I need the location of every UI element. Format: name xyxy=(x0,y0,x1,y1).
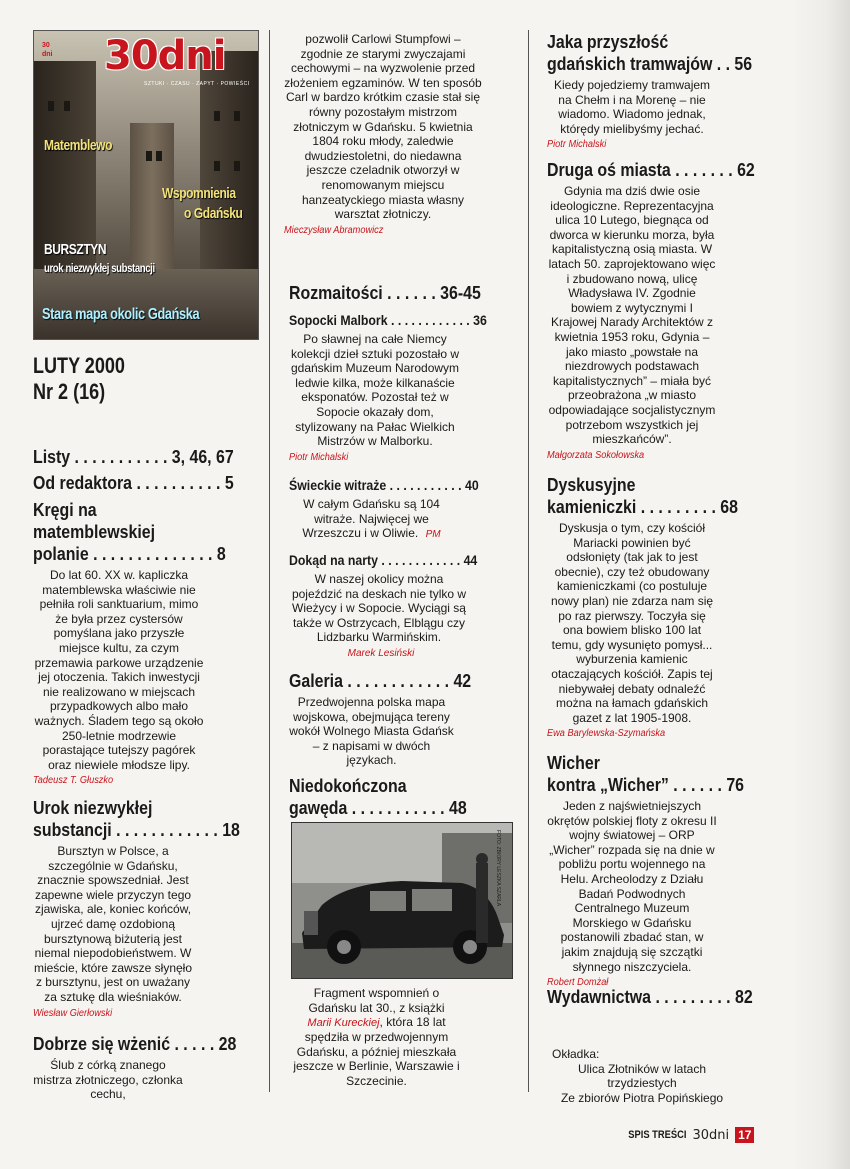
toc-summary: Bursztyn w Polsce, a szczególnie w Gdańsku, znacznie spowszedniał. Jest zapewne wiele przyczyn tego zjawiska, ale, koniec końców, ujrzeć damę ozdobioną bursztynową biżuterią jest niemal niepodobieństwem. W mieście, które zawsze słynęło z bursztynu, jest on uważany za sztukę dla wieśniaków. xyxy=(33,844,193,1004)
paper-showthrough xyxy=(790,0,850,1169)
toc-title: substancji . . . . . . . . . . . . 18 xyxy=(33,819,240,840)
toc-summary xyxy=(289,497,454,541)
toc-summary-text: W całym Gdańsku są 104 witraże. Najwięcej we Wrzeszczu i w Oliwie. xyxy=(302,497,440,541)
column-divider xyxy=(269,30,270,1092)
toc-summary: Po sławnej na całe Niemcy kolekcji dzieł sztuki pozostało w gdańskim Muzeum Narodowym ledwie kilka, może kilkanaście eksponatów. Pozostał też w Sopocie okazały dom, stylizowany na Pałac Wielkich Mistrzów w Malborku. xyxy=(290,332,460,449)
toc-title: Od redaktora . . . . . . . . . . 5 xyxy=(33,472,234,493)
toc-subtitle: Dokąd na narty . . . . . . . . . . . . 44 xyxy=(289,552,478,568)
cover-headline: Wspomnienia xyxy=(162,185,236,202)
cover-tagline: SZTUKI · CZASU · ZAPYT · POWIEŚCI xyxy=(144,81,250,87)
toc-title: Dobrze się wżenić . . . . . 28 xyxy=(33,1033,237,1054)
cover-note-line: Ze zbiorów Piotra Popińskiego xyxy=(560,1090,724,1105)
page-number: 17 xyxy=(735,1127,754,1143)
column-divider xyxy=(528,30,529,1092)
toc-author: Robert Domżał xyxy=(547,977,609,989)
toc-entry[interactable] xyxy=(547,31,787,151)
issue-label xyxy=(33,353,125,405)
toc-entry[interactable] xyxy=(33,797,258,1020)
toc-summary-text: W naszej okolicy można pojeździć na deskach nie tylko w Wieżycy i w Sopocie. Wyciągi są także w Ostrzycach, Elblągu czy Lidzbarku Warmińskim. xyxy=(291,572,467,645)
issue-number: Nr 2 (16) xyxy=(33,379,106,404)
toc-subentry[interactable] xyxy=(289,311,509,464)
toc-title: Rozmaitości . . . . . . 36-45 xyxy=(289,282,481,303)
cover-note xyxy=(547,1047,787,1105)
toc-title: Urok niezwykłej xyxy=(33,797,153,818)
cover-headline: o Gdańsku xyxy=(184,205,243,222)
toc-summary: Jeden z najświetniejszych okrętów polskiej floty z okresu II wojny światowej – ORP „Wicher” rozpada się na dnie w pobliżu portu wojennego na Helu. Archeolodzy z Działu Badań Podwodnych Centralnego Muzeum Morskiego w Gdańsku postanowili zbadać stan, w jakim znajdują się szczątki słynnego niszczyciela. xyxy=(547,799,717,974)
toc-author: Ewa Barylewska-Szymańska xyxy=(547,728,666,740)
toc-author: PM xyxy=(425,529,441,541)
toc-entry[interactable] xyxy=(289,775,509,819)
toc-title: Wydawnictwa . . . . . . . . . 82 xyxy=(547,986,753,1007)
toc-subtitle: Świeckie witraże . . . . . . . . . . . 40 xyxy=(289,477,479,493)
toc-author: Mieczysław Abramowicz xyxy=(284,224,384,236)
toc-entry[interactable] xyxy=(547,752,787,989)
toc-title: gdańskich tramwajów . . 56 xyxy=(547,53,753,74)
toc-title: Kręgi na xyxy=(33,499,97,520)
cover-small-logo: 30 dni xyxy=(42,42,53,58)
cover-headline: Matemblewo xyxy=(44,137,113,154)
page-footer xyxy=(618,1127,754,1143)
vintage-car-illustration xyxy=(292,823,513,979)
caption-part: , która 18 lat spędziła w przedwojennym Gdańsku, a później mieszkała jeszcze w Berlinie, Warszawie i Szczecinie. xyxy=(293,1015,460,1088)
toc-section[interactable] xyxy=(289,282,509,304)
toc-entry[interactable] xyxy=(547,159,787,462)
toc-entry[interactable] xyxy=(289,670,509,768)
photo-caption xyxy=(289,986,464,1089)
toc-entry[interactable] xyxy=(33,1033,258,1102)
cover-headline: urok niezwykłej substancji xyxy=(44,261,155,275)
cover-street xyxy=(34,269,259,339)
cover-image xyxy=(33,30,259,340)
toc-continued xyxy=(284,32,482,237)
toc-summary: Przedwojenna polska mapa wojskowa, obejmująca tereny wokół Wolnego Miasta Gdańsk – z napisami w dwóch językach. xyxy=(289,695,454,768)
toc-entry[interactable] xyxy=(33,499,258,787)
toc-summary: Kiedy pojedziemy tramwajem na Chełm i na Morenę – nie wiadomo. Wiadomo jednak, którędy mielibyśmy jechać. xyxy=(553,78,711,136)
toc-summary: Gdynia ma dziś dwie osie ideologiczne. Reprezentacyjna ulica 10 Lutego, biegnąca od dworca w kierunku morza, była kapitalistyczną osią miasta. W latach 50. zaprojektowano więc i zbudowano nową, ulicę Władysława IV. Zgodnie bowiem z wytycznymi I Krajowej Narady Architektów z kwietnia 1953 roku, Gdynia – jako miasto „powstałe na niezdrowych podstawach kapitalistycznych” – miała być przeobrażona „w miasto odpowiadające socjalistycznym potrzebom wszystkich jej mieszkańców”. xyxy=(548,184,716,447)
toc-title: Jaka przyszłość xyxy=(547,31,669,52)
toc-title: kontra „Wicher” . . . . . . 76 xyxy=(547,774,745,795)
toc-summary xyxy=(289,572,469,660)
toc-entry[interactable] xyxy=(547,986,787,1008)
toc-title: Galeria . . . . . . . . . . . . 42 xyxy=(289,670,472,691)
toc-author: Piotr Michalski xyxy=(289,451,349,463)
toc-author: Piotr Michalski xyxy=(547,139,607,151)
toc-subentry[interactable] xyxy=(289,551,509,660)
toc-subtitle: Sopocki Malbork . . . . . . . . . . . . 36 xyxy=(289,312,487,328)
toc-summary: Do lat 60. XX w. kapliczka matemblewska właściwie nie pełniła roli sanktuarium, mimo że była przez cystersów pomyślana jako przyszłe miejsce kultu, za czym przemawia parkowe urządzenie jej otoczenia. Takich inwestycji nie realizowano w miejscach przypadkowych albo mało ważnych. Śladem tego są około 250-letnie modrzewie porastające tutejszy pagórek oraz niewiele młodsze lipy. xyxy=(34,568,204,772)
issue-month: LUTY 2000 xyxy=(33,353,125,378)
toc-author: Marek Lesiński xyxy=(347,647,415,659)
toc-title: kamieniczki . . . . . . . . . 68 xyxy=(547,496,739,517)
toc-title: Wicher xyxy=(547,752,600,773)
caption-part: Fragment wspomnień o Gdańsku lat 30., z książki xyxy=(308,986,445,1015)
toc-title: Niedokończona xyxy=(289,775,407,796)
toc-title: Dyskusyjne xyxy=(547,474,636,495)
cover-note-line: Ulica Złotników w latach trzydziestych xyxy=(577,1061,707,1091)
toc-entry[interactable] xyxy=(547,474,787,740)
photo-credit: FOTO: ZBIORY LESZKA SZARLA xyxy=(495,830,501,907)
toc-author: Tadeusz T. Głuszko xyxy=(33,775,114,787)
toc-title: Druga oś miasta . . . . . . . 62 xyxy=(547,159,755,180)
toc-summary: pozwolił Carlowi Stumpfowi – zgodnie ze starymi zwyczajami cechowymi – na wyzwolenie przed złożeniem egzaminów. W ten sposób Carl w bardzo krótkim czasie stał się równy pozostałym mistrzom złotniczym w Gdańsku. 5 kwietnia 1804 roku młody, zaledwie dwudziestoletni, do niedawna jeszcze czeladnik otworzył w renomowanym miejscu hanzeatyckiego miasta własny warsztat złotniczy. xyxy=(284,32,482,222)
toc-title: Listy . . . . . . . . . . . 3, 46, 67 xyxy=(33,446,234,467)
toc-entry[interactable] xyxy=(33,472,253,494)
footer-logo: 30dni xyxy=(692,1127,730,1143)
toc-title: polanie . . . . . . . . . . . . . . 8 xyxy=(33,543,226,564)
cover-headline: Stara mapa okolic Gdańska xyxy=(42,306,200,323)
footer-section: SPIS TREŚCI xyxy=(628,1129,687,1141)
caption-text xyxy=(289,986,464,1089)
toc-summary: Ślub z córką znanego mistrza złotniczego, członka cechu, xyxy=(33,1058,183,1102)
toc-entry[interactable] xyxy=(33,446,253,468)
toc-title: matemblewskiej xyxy=(33,521,156,542)
toc-title: gawęda . . . . . . . . . . . 48 xyxy=(289,797,467,818)
toc-author: Wiesław Gierłowski xyxy=(33,1007,113,1019)
toc-subentry[interactable] xyxy=(289,476,509,541)
cover-headline: BURSZTYN xyxy=(44,241,107,258)
toc-summary: Dyskusja o tym, czy kościół Mariacki powinien być odsłonięty (tak jak to jest obecnie), czy też obudowany kamieniczkami (co postuluje nowy plan) nie zdarza nam się po raz pierwszy. Toczyła się ona bowiem blisko 100 lat temu, gdy wysunięto pomysł... wyburzenia kamienic otaczających kościół. Zapis tej niebywałej debaty odnaleźć można na łamach gdańskich gazet z lat 1905-1908. xyxy=(550,521,714,725)
cover-logo: 30dni xyxy=(104,33,226,79)
vintage-car-photo xyxy=(291,822,513,979)
toc-author: Małgorzata Sokołowska xyxy=(547,449,645,461)
cover-note-label: Okładka: xyxy=(552,1047,600,1061)
caption-author: Marii Kureckiej xyxy=(307,1017,380,1030)
